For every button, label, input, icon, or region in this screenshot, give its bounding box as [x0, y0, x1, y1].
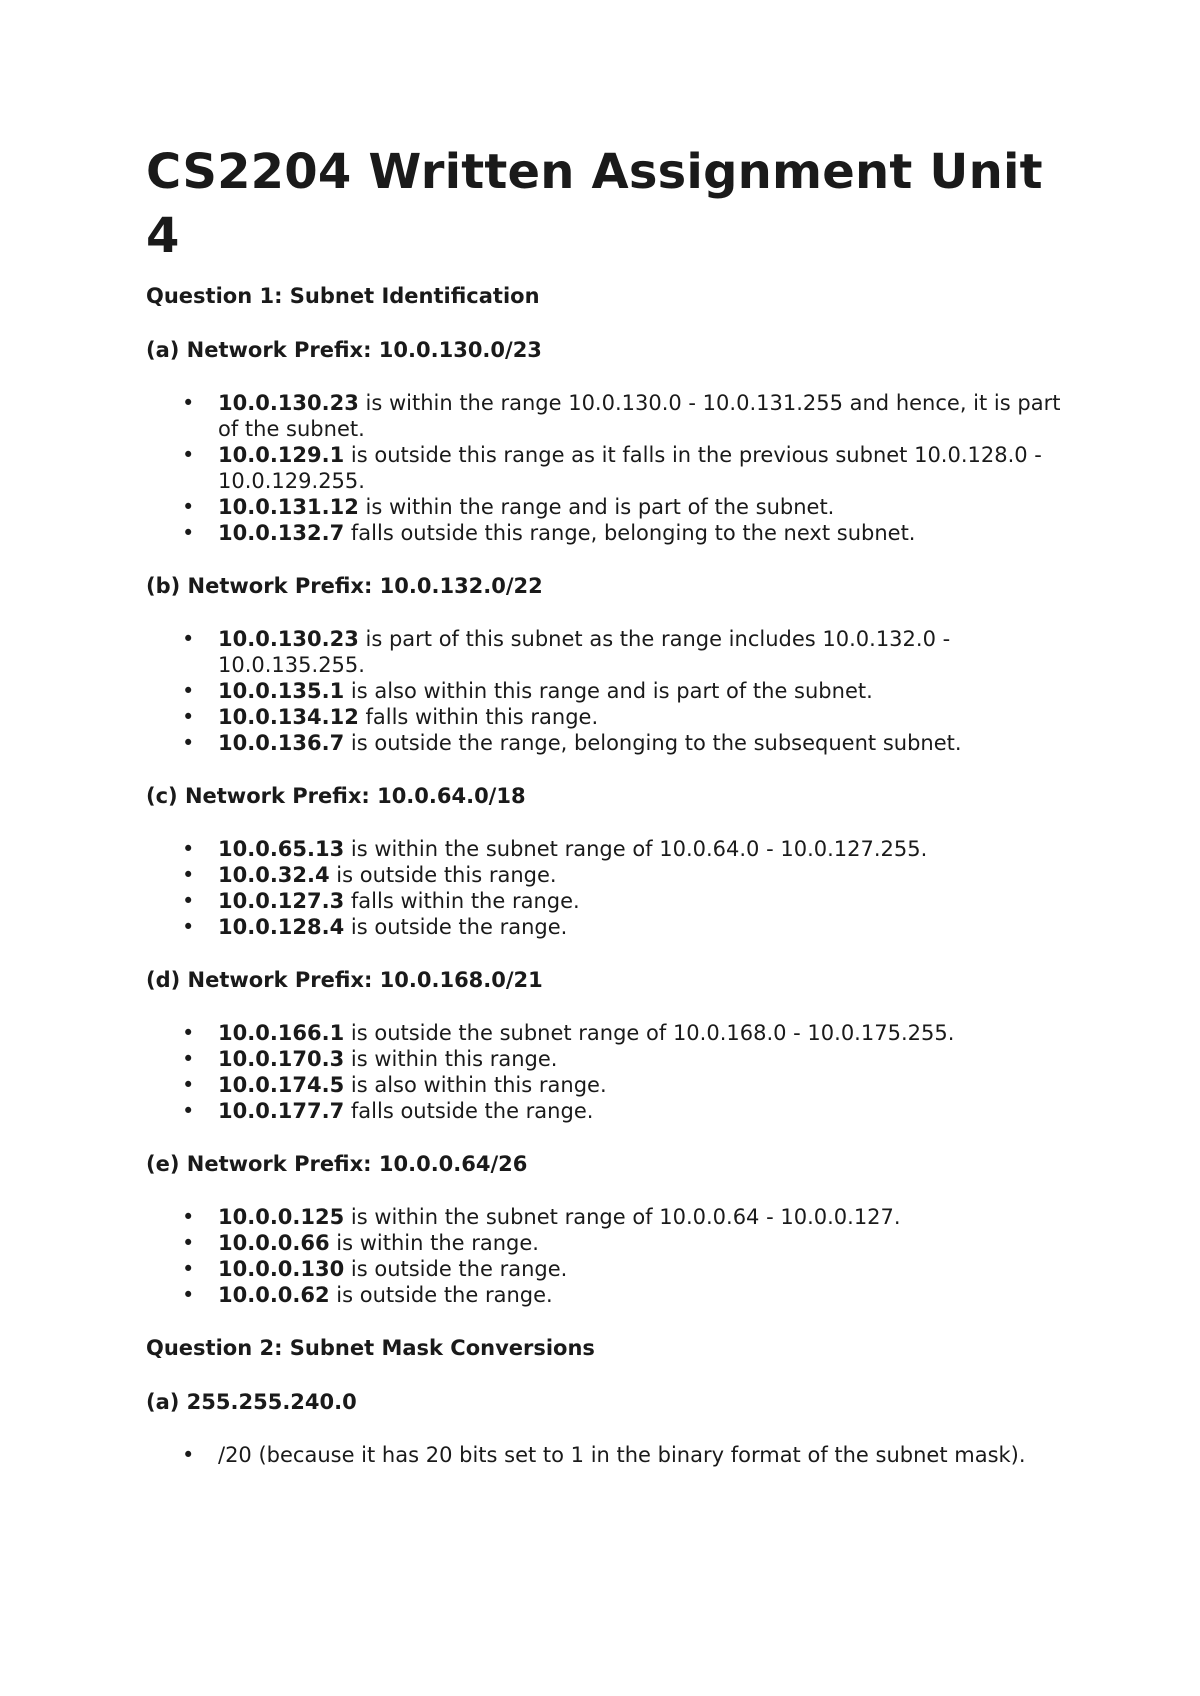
list-item-text: falls within the range. [344, 889, 580, 913]
bullet-icon: • [182, 1099, 195, 1123]
list-item-text: is within this range. [344, 1047, 558, 1071]
bullet-icon: • [182, 731, 195, 755]
q1-part-a-heading: (a) Network Prefix: 10.0.130.0/23 [146, 338, 542, 362]
q1-part-e-list [146, 1204, 1066, 1308]
list-item-text: /20 (because it has 20 bits set to 1 in the binary format of the subnet mask). [218, 1443, 1026, 1467]
bullet-icon: • [182, 889, 195, 913]
list-item [146, 836, 1066, 862]
bullet-icon: • [182, 1021, 195, 1045]
bullet-icon: • [182, 1257, 195, 1281]
bullet-icon: • [182, 1443, 195, 1467]
ip-address: 10.0.130.23 [218, 391, 359, 415]
bullet-icon: • [182, 915, 195, 939]
list-item [146, 862, 1066, 888]
list-item-text: is outside the range, belonging to the subsequent subnet. [344, 731, 962, 755]
bullet-icon: • [182, 863, 195, 887]
ip-address: 10.0.127.3 [218, 889, 345, 913]
ip-address: 10.0.128.4 [218, 915, 345, 939]
ip-address: 10.0.129.1 [218, 443, 345, 467]
list-item [146, 888, 1066, 914]
list-item-text: is within the subnet range of 10.0.64.0 - 10.0.127.255. [344, 837, 928, 861]
list-item-text: is part of this subnet as the range includes 10.0.132.0 - 10.0.135.255. [218, 627, 951, 677]
list-item [146, 704, 1066, 730]
ip-address: 10.0.65.13 [218, 837, 345, 861]
bullet-icon: • [182, 837, 195, 861]
document-page [146, 140, 1066, 1494]
list-item [146, 1020, 1066, 1046]
list-item [146, 390, 1066, 442]
list-item-text: is within the subnet range of 10.0.0.64 - 10.0.0.127. [344, 1205, 901, 1229]
bullet-icon: • [182, 627, 195, 651]
q2-part-a-heading: (a) 255.255.240.0 [146, 1390, 357, 1414]
question-1-heading: Question 1: Subnet Identification [146, 284, 540, 308]
list-item-text: is outside the range. [329, 1283, 553, 1307]
q1-part-e-heading: (e) Network Prefix: 10.0.0.64/26 [146, 1152, 528, 1176]
ip-address: 10.0.0.62 [218, 1283, 330, 1307]
bullet-icon: • [182, 495, 195, 519]
q1-part-b-list [146, 626, 1066, 756]
list-item-text: is within the range 10.0.130.0 - 10.0.131.255 and hence, it is part of the subnet. [218, 391, 1061, 441]
question-2-heading: Question 2: Subnet Mask Conversions [146, 1336, 595, 1360]
ip-address: 10.0.166.1 [218, 1021, 345, 1045]
list-item-text: is outside this range as it falls in the previous subnet 10.0.128.0 - 10.0.129.255. [218, 443, 1042, 493]
q1-part-c-heading: (c) Network Prefix: 10.0.64.0/18 [146, 784, 526, 808]
list-item [146, 1442, 1066, 1468]
ip-address: 10.0.134.12 [218, 705, 359, 729]
list-item [146, 1072, 1066, 1098]
q1-part-d-list [146, 1020, 1066, 1124]
list-item-text: falls outside the range. [344, 1099, 594, 1123]
ip-address: 10.0.170.3 [218, 1047, 345, 1071]
ip-address: 10.0.135.1 [218, 679, 345, 703]
list-item [146, 914, 1066, 940]
ip-address: 10.0.0.66 [218, 1231, 330, 1255]
list-item-text: is also within this range and is part of the subnet. [344, 679, 873, 703]
list-item [146, 1230, 1066, 1256]
bullet-icon: • [182, 391, 195, 415]
list-item [146, 730, 1066, 756]
list-item [146, 1046, 1066, 1072]
bullet-icon: • [182, 443, 195, 467]
ip-address: 10.0.174.5 [218, 1073, 345, 1097]
ip-address: 10.0.131.12 [218, 495, 359, 519]
bullet-icon: • [182, 1231, 195, 1255]
ip-address: 10.0.136.7 [218, 731, 345, 755]
bullet-icon: • [182, 1047, 195, 1071]
bullet-icon: • [182, 1073, 195, 1097]
list-item [146, 1098, 1066, 1124]
bullet-icon: • [182, 705, 195, 729]
list-item-text: falls within this range. [358, 705, 599, 729]
ip-address: 10.0.0.130 [218, 1257, 345, 1281]
q1-part-c-list [146, 836, 1066, 940]
ip-address: 10.0.177.7 [218, 1099, 345, 1123]
ip-address: 10.0.32.4 [218, 863, 330, 887]
list-item-text: falls outside this range, belonging to the next subnet. [344, 521, 916, 545]
bullet-icon: • [182, 679, 195, 703]
list-item [146, 626, 1066, 678]
list-item [146, 520, 1066, 546]
ip-address: 10.0.0.125 [218, 1205, 345, 1229]
list-item-text: is outside this range. [329, 863, 557, 887]
list-item-text: is within the range and is part of the subnet. [358, 495, 835, 519]
list-item-text: is within the range. [329, 1231, 539, 1255]
list-item [146, 1282, 1066, 1308]
list-item-text: is also within this range. [344, 1073, 607, 1097]
list-item [146, 494, 1066, 520]
bullet-icon: • [182, 1205, 195, 1229]
list-item-text: is outside the range. [344, 915, 568, 939]
list-item [146, 1204, 1066, 1230]
q1-part-a-list [146, 390, 1066, 546]
list-item-text: is outside the range. [344, 1257, 568, 1281]
bullet-icon: • [182, 521, 195, 545]
ip-address: 10.0.132.7 [218, 521, 345, 545]
ip-address: 10.0.130.23 [218, 627, 359, 651]
list-item-text: is outside the subnet range of 10.0.168.0 - 10.0.175.255. [344, 1021, 955, 1045]
list-item [146, 1256, 1066, 1282]
q2-part-a-list [146, 1442, 1066, 1468]
bullet-icon: • [182, 1283, 195, 1307]
q1-part-b-heading: (b) Network Prefix: 10.0.132.0/22 [146, 574, 543, 598]
list-item [146, 678, 1066, 704]
document-title: CS2204 Written Assignment Unit 4 [146, 144, 1043, 264]
q1-part-d-heading: (d) Network Prefix: 10.0.168.0/21 [146, 968, 543, 992]
list-item [146, 442, 1066, 494]
